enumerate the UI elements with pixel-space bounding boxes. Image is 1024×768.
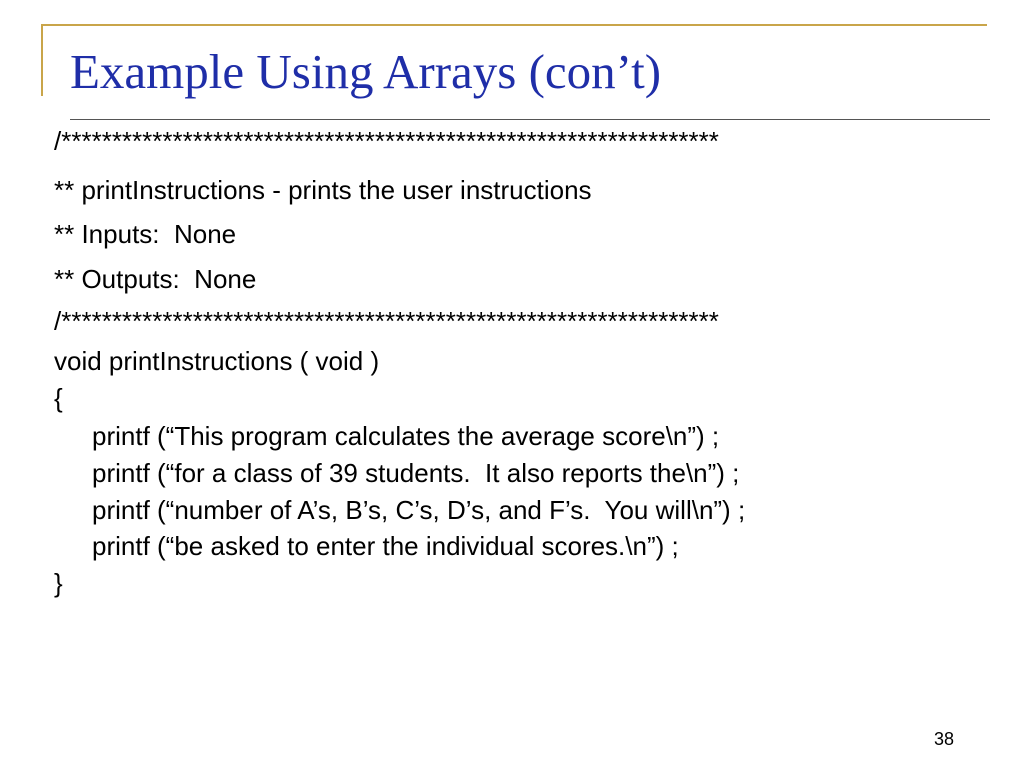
function-signature: void printInstructions ( void ): [54, 346, 380, 376]
comment-banner-top: /*****************************************************************: [54, 126, 719, 156]
printf-line-4: printf (“be asked to enter the individual scores.\n”) ;: [92, 531, 679, 561]
open-brace: {: [54, 383, 63, 413]
close-brace: }: [54, 568, 63, 598]
comment-banner-bottom: /*****************************************************************: [54, 306, 719, 336]
printf-line-1: printf (“This program calculates the average score\n”) ;: [92, 421, 720, 451]
frame-top-border: [41, 24, 987, 26]
code-listing: [54, 124, 1014, 598]
printf-line-3: printf (“number of A’s, B’s, C’s, D’s, and F’s. You will\n”) ;: [92, 495, 746, 525]
frame-left-border: [41, 24, 43, 96]
comment-function-name: ** printInstructions - prints the user instructions: [54, 175, 592, 205]
comment-outputs: ** Outputs: None: [54, 264, 257, 294]
page-number: 38: [933, 729, 954, 749]
slide-title: Example Using Arrays (con’t): [70, 44, 662, 99]
title-divider: [70, 119, 990, 120]
comment-inputs: ** Inputs: None: [54, 219, 237, 249]
printf-line-2: printf (“for a class of 39 students. It also reports the\n”) ;: [92, 458, 740, 488]
